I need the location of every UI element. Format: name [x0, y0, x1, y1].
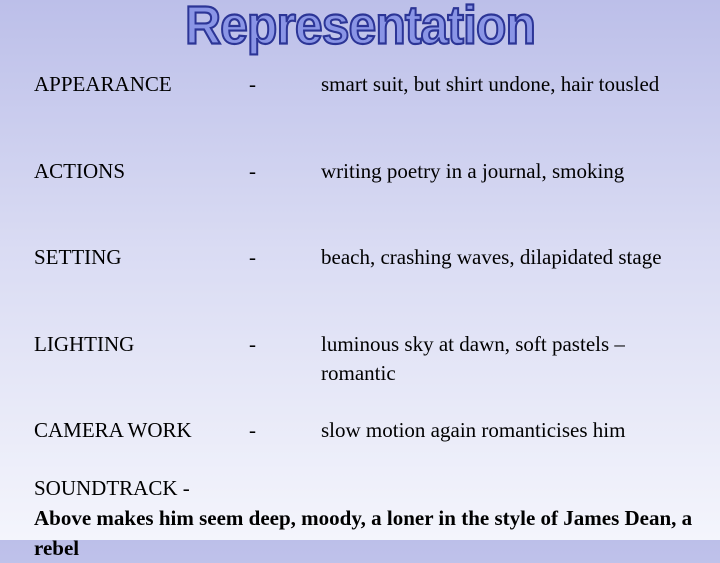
- row-description: writing poetry in a journal, smoking: [321, 159, 625, 183]
- slide-title: Representation: [185, 0, 535, 56]
- row-description: slow motion again romanticises him: [321, 418, 626, 442]
- row-label: APPEARANCE: [34, 72, 172, 96]
- row-label: CAMERA WORK: [34, 418, 192, 442]
- soundtrack-label: SOUNDTRACK -: [34, 476, 190, 500]
- row-label: LIGHTING: [34, 332, 135, 356]
- row-dash: -: [249, 245, 256, 269]
- conclusion-text: Above makes him seem deep, moody, a loner in the style of James Dean, a rebel: [34, 506, 693, 560]
- row-dash: -: [249, 332, 256, 356]
- row-dash: -: [249, 159, 256, 183]
- row-label: SETTING: [34, 245, 122, 269]
- row-description: beach, crashing waves, dilapidated stage: [321, 245, 662, 269]
- row-dash: -: [249, 72, 256, 96]
- row-label: ACTIONS: [34, 159, 126, 183]
- row-description: smart suit, but shirt undone, hair tousled: [321, 72, 660, 96]
- row-dash: -: [249, 418, 256, 442]
- row-description: luminous sky at dawn, soft pastels – romantic: [321, 332, 625, 385]
